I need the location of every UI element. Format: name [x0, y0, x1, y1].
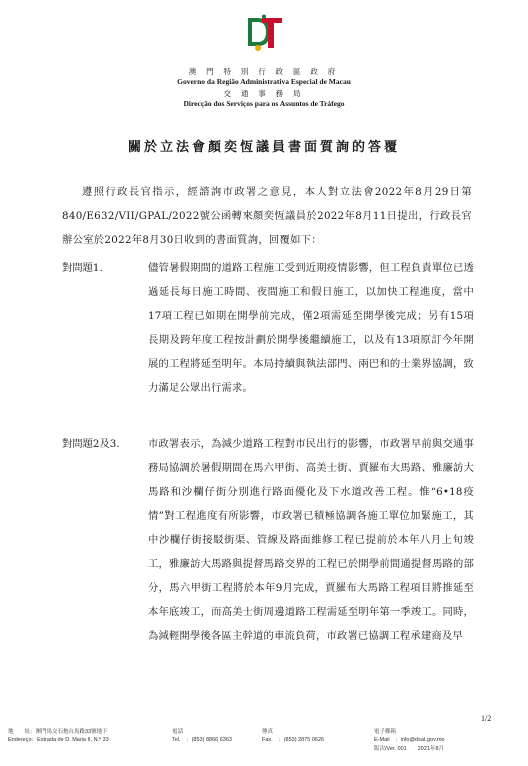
answer-text: 儘管暑假期間的道路工程施工受到近期疫情影響，但工程負責單位已透過延長每日施工時間、夜間施工和假日施工，以加快工程進度，當中17項工程已如期在開學前完成，僅2項需延至開學後完成；另有15項長期及跨年度工程按計劃於開學後繼續施工，以及有13項原訂今年開展的工程將延至明年。本局持續與執法部門、兩巴和的士業界協調，致力滿足公眾出行需求。	[148, 262, 474, 394]
document-title: 關於立法會顏奕恆議員書面質詢的答覆	[127, 140, 400, 155]
address-label-pt: Endereço	[8, 737, 32, 743]
answer-item	[62, 432, 474, 648]
fax-number: (853) 2875 0626	[283, 737, 325, 743]
org-name-portuguese: Governo da Região Administrativa Especial de Macau	[177, 77, 351, 86]
org-name-chinese: 澳 門 特 別 行 政 區 政 府	[188, 67, 340, 76]
address-label: 地 址	[8, 729, 31, 735]
dsat-logo	[244, 14, 284, 52]
answer-text: 市政署表示，為減少道路工程對市民出行的影響，市政署早前與交通事務局協調於暑假期間在馬六甲街、高美士街、賈羅布大馬路、雅廉訪大馬路和沙欄仔街分別進行路面優化及下水道改善工程。惟“6•18疫情”對工程進度有所影響，市政署已積極協調各施工單位加緊施工，其中沙欄仔街接駁街渠、管線及路面維修工程已提前於本年八月上旬竣工，雅廉訪大馬路與提督馬路交界的工程已於開學前間通提督馬路的部分，馬六甲街工程將於本年9月完成，賈羅布大馬路工程項目將推延至本年底竣工，而高美士街周邊道路工程需延至明年第一季竣工。同時，為減輕開學後各區主幹道的車流負荷，市政署已協調工程承建商及早	[148, 438, 474, 642]
bureau-name-chinese: 交 通 事 務 局	[223, 89, 305, 98]
address-chinese: 澳門馬交石炮台馬路33號地下	[35, 729, 108, 735]
answer-label: 對問題1.	[62, 262, 103, 274]
tel-label: 電話	[172, 729, 184, 735]
page-number: 1/2	[481, 714, 492, 723]
email-address[interactable]: info@dsat.gov.mo	[400, 737, 445, 743]
email-label: 電子郵箱	[374, 729, 397, 735]
email-label-pt: E-Mail	[374, 737, 390, 743]
tel-label-pt: Tel.	[172, 737, 181, 743]
version-info: 版次/Ver. 001 2021年8月	[374, 746, 445, 752]
fax-label: 傳真	[262, 729, 274, 735]
answer-label: 對問題2及3.	[62, 438, 120, 450]
footer-address: 地 址：澳門馬交石炮台馬路33號地下 Endereço：Estrada de D. Maria II, N.º 33	[8, 729, 109, 743]
tel-number: (853) 8866 6363	[191, 737, 232, 743]
fax-label-pt: Fax.	[262, 737, 273, 743]
footer	[0, 726, 528, 766]
answer-item	[62, 256, 474, 400]
bureau-name-portuguese: Direcção dos Serviços para os Assuntos de Tráfego	[183, 99, 345, 108]
intro-paragraph: 遵照行政長官指示，經諮詢市政署之意見，本人對立法會2022年8月29日第840/E632/VII/GPAL/2022號公函轉來顏奕恆議員於2022年8月11日提出，行政長官辦公室於2022年8月30日收到的書面質詢，回覆如下：	[62, 186, 472, 246]
footer-fax: 傳真 Fax. ：(853) 2875 0626	[262, 729, 325, 743]
footer-telephone: 電話 Tel. ：(853) 8866 6363	[172, 729, 232, 743]
address-portuguese: Estrada de D. Maria II, N.º 33	[37, 737, 109, 743]
footer-email: 電子郵箱 E-Mail ：info@dsat.gov.mo	[374, 729, 445, 743]
